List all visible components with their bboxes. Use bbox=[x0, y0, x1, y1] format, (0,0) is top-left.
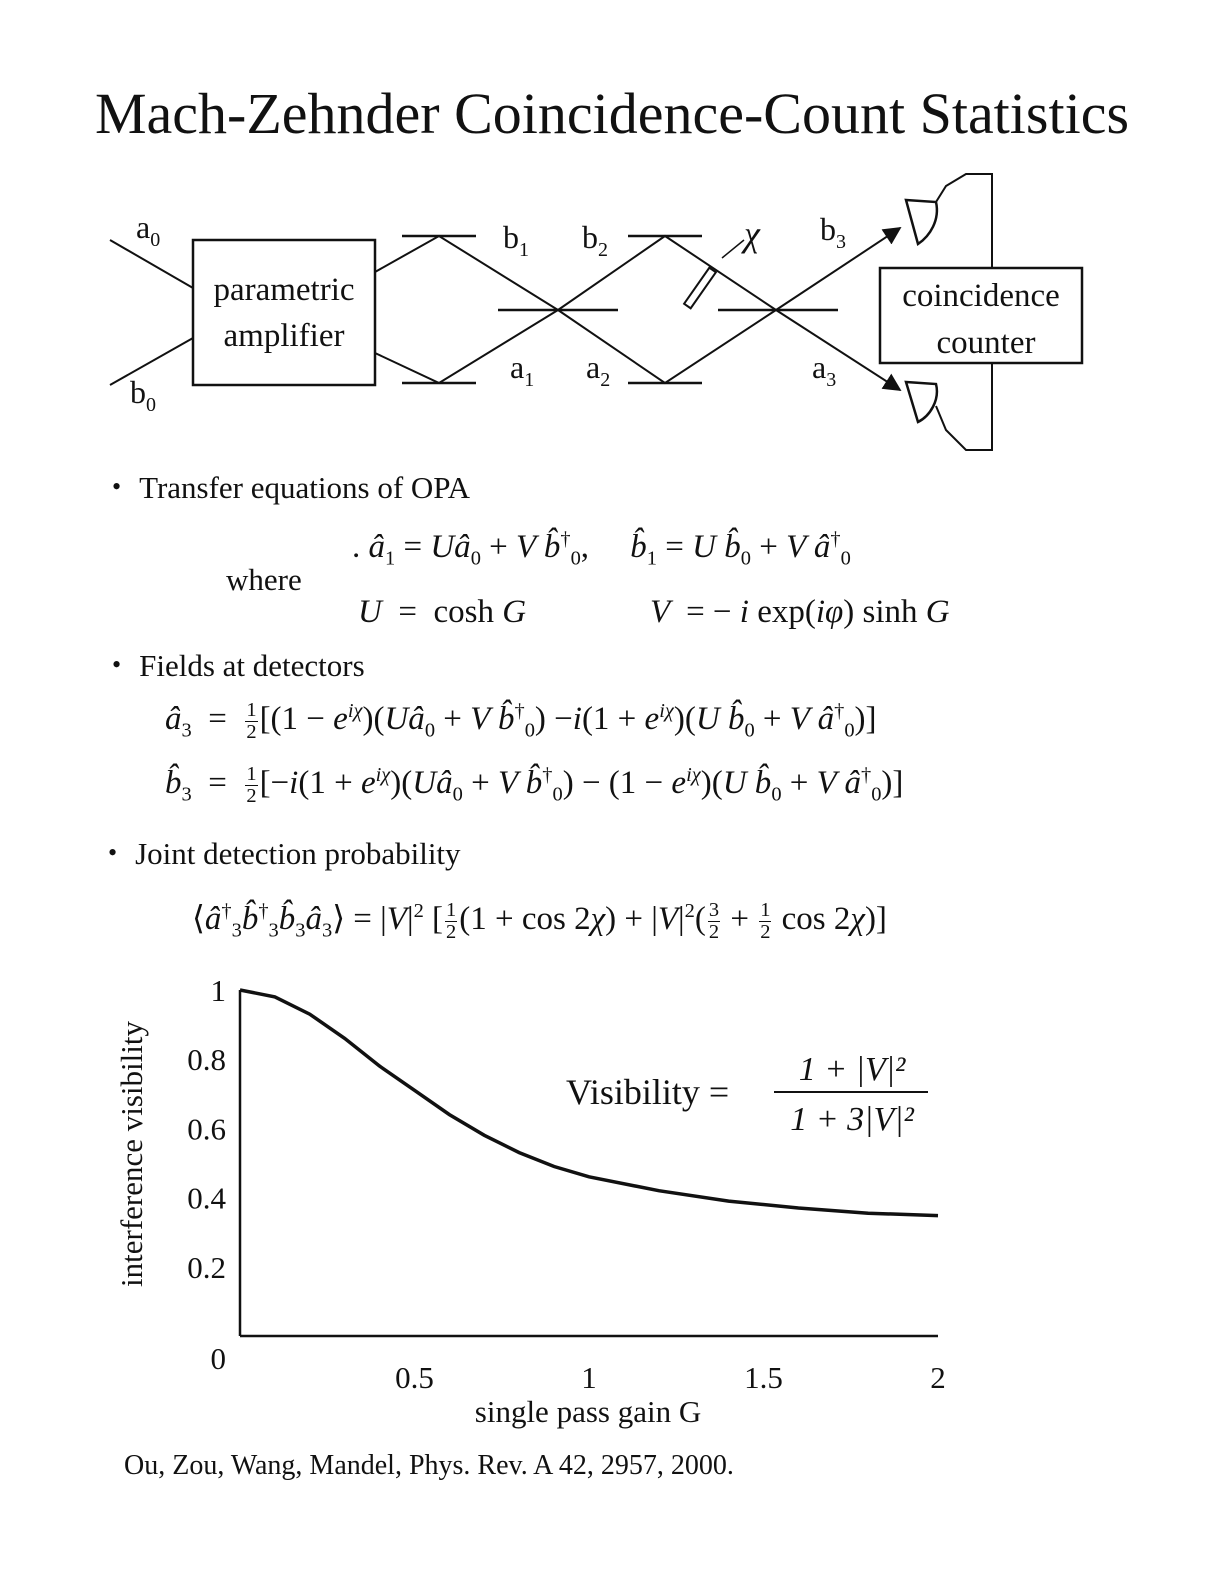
y-axis-label: interference visibility bbox=[114, 1021, 149, 1287]
label-a0: $a_0$ bbox=[136, 209, 161, 251]
x-axis-label: single pass gain G bbox=[474, 1394, 702, 1429]
interferometer-diagram bbox=[0, 160, 1224, 460]
detector-bottom bbox=[906, 382, 937, 422]
y-tick-label: 1 bbox=[210, 973, 226, 1008]
fields-heading: • Fields at detectors bbox=[112, 648, 365, 684]
label-b2: $b_2$ bbox=[582, 219, 608, 261]
input-beam-b0 bbox=[110, 338, 193, 385]
y-tick-label: 0.2 bbox=[187, 1249, 226, 1285]
visibility-formula-lhs: Visibility = bbox=[566, 1072, 730, 1112]
x-tick-label: 2 bbox=[930, 1360, 946, 1395]
label-a2: $a_2$ bbox=[586, 349, 611, 391]
detector-bottom-wire bbox=[936, 363, 992, 450]
output-beam-a3 bbox=[776, 310, 900, 390]
joint-heading: • Joint detection probability bbox=[108, 836, 461, 872]
label-a3: $a_3$ bbox=[812, 349, 837, 391]
y-tick-label: 0 bbox=[210, 1341, 226, 1376]
y-tick-label: 0.8 bbox=[187, 1042, 226, 1078]
visibility-formula-numerator: 1 + |V|² bbox=[798, 1051, 906, 1088]
label-chi: χ bbox=[744, 214, 760, 254]
x-tick-label: 0.5 bbox=[395, 1360, 434, 1395]
detector-top bbox=[906, 200, 937, 244]
y-tick-label: 0.4 bbox=[187, 1180, 226, 1216]
transfer-heading: • Transfer equations of OPA bbox=[112, 470, 470, 506]
beam-b1 bbox=[375, 236, 558, 310]
field-equation-a3: $â_3$ = $\frac{1}{2}$ [$(1 - e^{i\chi})(Uâ_0 + V$ $b̂^\dagger_0) -i(1 + e^{i\chi})(U$ $b̂_0 + V$ $â^\dagger_0$)] bbox=[165, 699, 877, 743]
parametric-amplifier-box bbox=[193, 240, 375, 385]
amplifier-label-line1: parametric bbox=[213, 272, 355, 308]
joint-probability-equation: $⟨â^\dagger_3b̂^\dagger_3b̂_3â_3⟩ = |V|^2$ [ $\frac{1}{2}$ $(1 + \cos 2\chi) + |V|^2$( $\frac{3}{2}$ + $\frac{1}{2}$ cos 2χ)] bbox=[192, 899, 887, 943]
visibility-chart bbox=[0, 970, 1224, 1440]
visibility-formula-denominator: 1 + 3|V|² bbox=[790, 1101, 914, 1138]
where-label: where bbox=[226, 562, 302, 597]
transfer-equation-1: . $â_1$ = $Uâ_0 + V$ $b̂^\dagger_0$, $b̂_1 = U$ $b̂_0 + V$ $â^\dagger_0$ bbox=[352, 528, 851, 570]
label-b0: $b_0$ bbox=[130, 374, 156, 416]
citation: Ou, Zou, Wang, Mandel, Phys. Rev. A 42, 2957, 2000. bbox=[124, 1450, 734, 1481]
label-b3: $b_3$ bbox=[820, 211, 846, 253]
x-tick-label: 1 bbox=[581, 1360, 597, 1395]
transfer-equation-2: U = cosh G bbox=[358, 594, 527, 630]
detector-top-wire bbox=[936, 174, 992, 268]
page-title: Mach-Zehnder Coincidence-Count Statistics bbox=[94, 81, 1130, 146]
x-tick-label: 1.5 bbox=[744, 1360, 783, 1395]
transfer-equation-3: V = − i exp(iφ) sinh G bbox=[650, 594, 950, 630]
label-b1: $b_1$ bbox=[503, 219, 529, 261]
phase-plate bbox=[684, 268, 716, 309]
counter-label-line1: coincidence bbox=[902, 278, 1060, 314]
counter-label-line2: counter bbox=[936, 325, 1036, 361]
y-tick-label: 0.6 bbox=[187, 1111, 226, 1147]
label-a1: $a_1$ bbox=[510, 349, 535, 391]
amplifier-label-line2: amplifier bbox=[223, 318, 345, 354]
field-equation-b3: $b̂_3$ = $\frac{1}{2}$ [$-i(1 + e^{i\chi})(Uâ_0 + V$ $b̂^\dagger_0) - (1 - e^{i\chi})(U$ $b̂_0 + V$ $â^\dagger_0$)] bbox=[165, 763, 904, 807]
